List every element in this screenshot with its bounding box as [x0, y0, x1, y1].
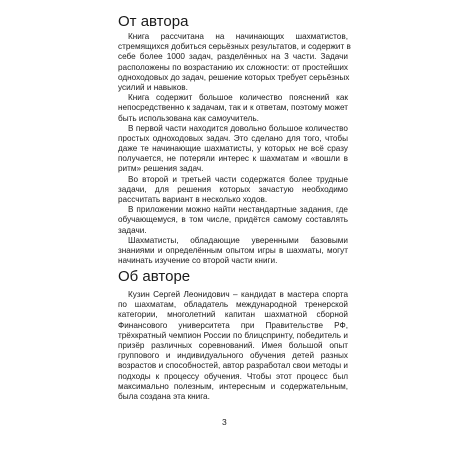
text-line: максимально полезным, интересным и содержательным,	[118, 381, 348, 391]
text-line: группового и индивидуального обучения детей разных	[118, 351, 348, 361]
text-line: Кузин Сергей Леонидович – кандидат в мастера спорта	[128, 290, 348, 299]
text-line: получается, не потеряли интерес к шахматам и «вошли в	[118, 154, 348, 164]
text-line: стремящихся добиться серьёзных результатов, и содержит в	[118, 42, 351, 52]
paragraph	[118, 93, 348, 124]
text-line: непосредственно к задачам, так и к ответам, поэтому может	[118, 103, 348, 113]
text-line: усилий и навыков.	[118, 82, 188, 92]
text-line: одноходовых до задач, решение которых требует серьёзных	[118, 72, 350, 82]
about-author-section	[118, 290, 348, 402]
text-line: трёхкратный чемпион России по блицспринту, победитель и	[118, 330, 348, 340]
text-line: Шахматисты, обладающие уверенными базовыми	[128, 235, 348, 245]
text-line: В приложении можно найти нестандартные задания, где	[128, 205, 348, 215]
text-line: знаниями и определённым опытом игры в шахматы, могут	[118, 245, 348, 255]
text-line: задачи.	[118, 225, 147, 235]
text-line: даже те начинающие шахматисты, у которых не всё сразу	[118, 144, 348, 154]
text-line: Финансового университета при Правительстве РФ,	[118, 320, 348, 330]
paragraph	[118, 124, 348, 175]
text-line: простых одноходовых задач. Это сделано для того, чтобы	[118, 133, 348, 143]
paragraph	[118, 205, 348, 236]
text-line: В первой части находится довольно большое количество	[128, 123, 348, 133]
author-note-section	[118, 32, 351, 266]
text-line: начинать изучение со второй части книги.	[118, 256, 278, 266]
text-line: подходы к процессу обучения. Чтобы этот процесс был	[118, 371, 348, 381]
text-line: Во второй и третьей части содержатся более трудные	[128, 174, 348, 184]
paragraph	[118, 236, 348, 267]
text-line: быть использована как самоучитель.	[118, 113, 259, 123]
text-line: обучающемуся, в том числе, придётся самому составлять	[118, 215, 348, 225]
text-line: расположены по возрастанию их сложности: от простейших	[118, 62, 348, 72]
text-line: задачи, для решения которых зачастую необходимо	[118, 184, 348, 194]
text-line: Книга содержит большое количество пояснений как	[128, 93, 348, 103]
text-line: была создана эта книга.	[118, 391, 210, 401]
paragraph	[118, 290, 348, 402]
text-line: призёр различных соревнований. Имея большой опыт	[118, 340, 348, 350]
heading-about-author: Об авторе	[118, 268, 191, 285]
page-number: 3	[222, 417, 227, 427]
text-line: ритм» решения задач.	[118, 164, 204, 174]
text-line: рассчитать вариант в несколько ходов.	[118, 195, 268, 204]
paragraph	[118, 32, 351, 93]
heading-author-note: От автора	[118, 13, 189, 30]
text-line: Книга рассчитана на начинающих шахматистов,	[128, 32, 348, 41]
text-line: категории, многолетний капитан шахматной сборной	[118, 310, 348, 320]
paragraph	[118, 175, 348, 206]
text-line: возрастов и способностей, автор разработал свои методы и	[118, 361, 348, 371]
text-line: себе более 1000 задач, разделённых на 3 части. Задачи	[118, 52, 348, 62]
text-line: по шахматам, обладатель международной тренерской	[118, 300, 348, 310]
